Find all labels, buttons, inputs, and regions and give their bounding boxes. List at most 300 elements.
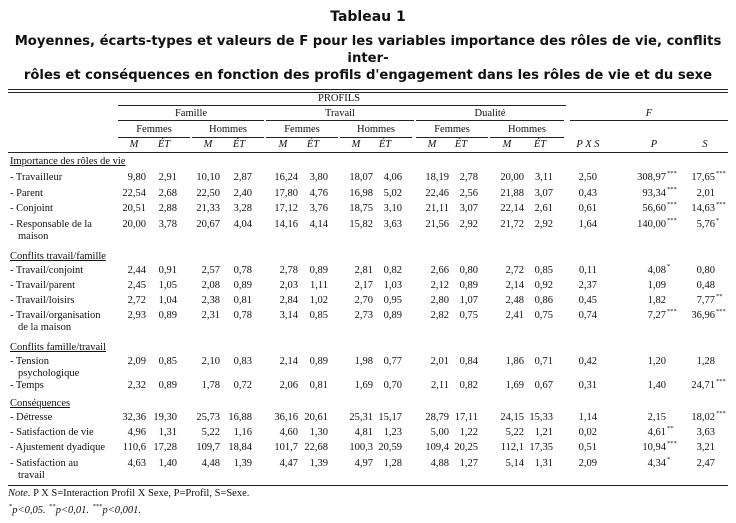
value-cell: 4,96 — [127, 427, 146, 438]
profils-header: PROFILS — [317, 93, 360, 104]
value-cell: 14,16 — [274, 219, 298, 230]
value-cell: 1,86 — [505, 356, 524, 367]
value-cell: 100,3 — [349, 442, 373, 453]
table-note — [8, 488, 249, 499]
value-cell: 4,48 — [201, 458, 220, 469]
group-header: Famille — [174, 108, 208, 119]
s-cell — [657, 188, 727, 200]
value-cell: 2,78 — [279, 265, 298, 276]
et-header: ÉT — [454, 139, 468, 150]
value-cell: 2,40 — [233, 188, 252, 199]
value-cell: 3,11 — [535, 172, 553, 183]
row-label: - Détresse — [10, 412, 53, 423]
value-cell: 2,82 — [430, 310, 449, 321]
value-cell: 2,92 — [534, 219, 553, 230]
value-cell: 4,06 — [383, 172, 402, 183]
s-cell: 18,02*** — [691, 410, 726, 423]
value-cell: 2,12 — [430, 280, 449, 291]
subtitle-line-1: Moyennes, écarts-types et valeurs de F pour les variables importance des rôles de vie, conflits inter- — [14, 34, 722, 66]
value-cell: 22,46 — [425, 188, 449, 199]
p-cell-value: 10,94 — [642, 442, 666, 453]
value-cell: 2,03 — [279, 280, 298, 291]
p-cell-value: 4,61 — [647, 427, 666, 438]
m-header: M — [129, 139, 139, 150]
value-cell: 0,67 — [534, 380, 553, 391]
value-cell: 21,56 — [425, 219, 449, 230]
value-cell: 16,88 — [228, 412, 252, 423]
s-cell: 14,63*** — [691, 201, 726, 214]
row-label: - Satisfaction de vie — [10, 427, 94, 438]
value-cell: 109,7 — [196, 442, 220, 453]
value-cell: 0,75 — [534, 310, 553, 321]
row-label: psychologique — [18, 368, 80, 379]
s-cell-value: 18,02 — [691, 412, 715, 423]
value-cell: 3,14 — [279, 310, 298, 321]
hommes-header: Hommes — [357, 124, 395, 135]
value-cell: 0,89 — [233, 280, 252, 291]
value-cell: 0,78 — [233, 265, 252, 276]
subtitle-line-2: rôles et conséquences en fonction des profils d'engagement dans les rôles de vie et du sexe — [23, 68, 713, 83]
value-cell: 2,84 — [279, 295, 298, 306]
value-cell: 5,22 — [201, 427, 220, 438]
value-cell: 0,86 — [534, 295, 553, 306]
s-cell-value: 2,01 — [696, 188, 715, 199]
value-cell: 0,85 — [158, 356, 177, 367]
hommes-header: Hommes — [508, 124, 546, 135]
value-cell: 2,14 — [505, 280, 524, 291]
value-cell: 1,69 — [505, 380, 524, 391]
value-cell: 0,75 — [459, 310, 478, 321]
value-cell: 2,08 — [201, 280, 220, 291]
value-cell: 0,72 — [233, 380, 252, 391]
row-label: - Travail/conjoint — [10, 265, 84, 276]
value-cell: 2,41 — [505, 310, 524, 321]
famille-rule — [118, 120, 264, 121]
value-cell: 5,22 — [505, 427, 524, 438]
pxs-cell: 2,50 — [578, 172, 597, 183]
value-cell: 3,78 — [158, 219, 177, 230]
value-cell: 15,82 — [349, 219, 373, 230]
value-cell: 3,10 — [383, 203, 402, 214]
value-cell: 1,16 — [233, 427, 252, 438]
value-cell: 1,69 — [354, 380, 373, 391]
value-cell: 2,68 — [158, 188, 177, 199]
value-cell: 17,11 — [454, 412, 478, 423]
s-cell-value: 7,77 — [696, 295, 715, 306]
note-text: P X S=Interaction Profil X Sexe, P=Profil, S=Sexe. — [30, 488, 250, 499]
value-cell: 0,85 — [309, 310, 328, 321]
s-cell-value: 17,65 — [691, 172, 715, 183]
group-header: Travail — [325, 108, 355, 119]
value-cell: 0,71 — [534, 356, 553, 367]
header-bottom-rule — [8, 152, 728, 153]
value-cell: 1,31 — [534, 458, 553, 469]
value-cell: 0,80 — [459, 265, 478, 276]
sex-rule-5 — [416, 137, 488, 138]
s-cell — [657, 280, 727, 292]
row-label: de la maison — [18, 322, 72, 333]
value-cell: 18,84 — [228, 442, 252, 453]
s-cell — [657, 427, 727, 439]
p-cell: 7,27*** — [647, 308, 677, 321]
value-cell: 2,73 — [354, 310, 373, 321]
value-cell: 25,73 — [196, 412, 220, 423]
group-header: Dualité — [474, 108, 506, 119]
et-header: ÉT — [232, 139, 246, 150]
value-cell: 20,67 — [196, 219, 220, 230]
sex-rule-4 — [340, 137, 412, 138]
value-cell: 22,68 — [304, 442, 328, 453]
value-cell: 2,31 — [201, 310, 220, 321]
value-cell: 2,80 — [430, 295, 449, 306]
value-cell: 2,93 — [127, 310, 146, 321]
s-cell-value: 3,63 — [696, 427, 715, 438]
p-cell: 93,34*** — [642, 186, 677, 199]
femmes-header: Femmes — [434, 124, 470, 135]
sex-rule-2 — [192, 137, 264, 138]
value-cell: 2,48 — [505, 295, 524, 306]
value-cell: 0,89 — [459, 280, 478, 291]
sex-rule-3 — [266, 137, 338, 138]
m-header: M — [427, 139, 437, 150]
row-label: - Conjoint — [10, 203, 53, 214]
s-cell: 5,76* — [696, 217, 720, 230]
value-cell: 1,78 — [201, 380, 220, 391]
s-cell-value: 14,63 — [691, 203, 715, 214]
value-cell: 4,88 — [430, 458, 449, 469]
value-cell: 9,80 — [127, 172, 146, 183]
value-cell: 3,80 — [309, 172, 328, 183]
p-cell-value: 56,60 — [642, 203, 666, 214]
sig-text-1: p<0,05. — [12, 505, 49, 516]
value-cell: 1,02 — [309, 295, 328, 306]
section-title: Conflits famille/travail — [10, 342, 106, 353]
sig-text-3: p<0,001. — [102, 505, 142, 516]
row-label: - Temps — [10, 380, 44, 391]
value-cell: 0,89 — [309, 356, 328, 367]
value-cell: 0,83 — [233, 356, 252, 367]
s-cell-value: 3,21 — [696, 442, 715, 453]
value-cell: 22,54 — [122, 188, 146, 199]
value-cell: 1,39 — [309, 458, 328, 469]
value-cell: 20,25 — [454, 442, 478, 453]
value-cell: 109,4 — [425, 442, 449, 453]
value-cell: 18,07 — [349, 172, 373, 183]
value-cell: 2,92 — [459, 219, 478, 230]
significance-legend — [8, 505, 141, 516]
value-cell: 32,36 — [122, 412, 146, 423]
pxs-cell: 0,11 — [579, 265, 597, 276]
m-header: M — [502, 139, 512, 150]
value-cell: 2,11 — [431, 380, 449, 391]
value-cell: 2,88 — [158, 203, 177, 214]
p-cell-value: 1,82 — [647, 295, 666, 306]
value-cell: 1,11 — [310, 280, 328, 291]
value-cell: 0,84 — [459, 356, 478, 367]
value-cell: 1,07 — [459, 295, 478, 306]
value-cell: 0,82 — [383, 265, 402, 276]
value-cell: 3,07 — [459, 203, 478, 214]
value-cell: 0,77 — [383, 356, 402, 367]
value-cell: 4,97 — [354, 458, 373, 469]
value-cell: 22,14 — [500, 203, 524, 214]
value-cell: 2,17 — [354, 280, 373, 291]
sig-symbol-3: *** — [92, 503, 103, 510]
value-cell: 2,70 — [354, 295, 373, 306]
value-cell: 36,16 — [274, 412, 298, 423]
value-cell: 1,98 — [354, 356, 373, 367]
value-cell: 2,91 — [158, 172, 177, 183]
row-label: travail — [18, 470, 45, 481]
value-cell: 2,01 — [430, 356, 449, 367]
value-cell: 0,89 — [158, 380, 177, 391]
p-cell-value: 308,97 — [637, 172, 666, 183]
value-cell: 18,75 — [349, 203, 373, 214]
p-cell: 140,00*** — [637, 217, 677, 230]
value-cell: 1,27 — [459, 458, 478, 469]
value-cell: 0,78 — [233, 310, 252, 321]
s-cell: 17,65*** — [691, 170, 726, 183]
value-cell: 2,81 — [354, 265, 373, 276]
s-cell — [657, 458, 727, 470]
pxs-cell: 0,51 — [578, 442, 597, 453]
p-cell: 4,08* — [647, 263, 671, 276]
row-label: - Ajustement dyadique — [10, 442, 106, 453]
p-cell: 308,97*** — [637, 170, 677, 183]
pxs-cell: 0,31 — [578, 380, 597, 391]
section-title: Conflits travail/famille — [10, 251, 106, 262]
et-header: ÉT — [157, 139, 171, 150]
value-cell: 2,87 — [233, 172, 252, 183]
section-title: Importance des rôles de vie — [10, 156, 126, 167]
value-cell: 0,89 — [309, 265, 328, 276]
value-cell: 0,89 — [383, 310, 402, 321]
value-cell: 21,11 — [425, 203, 449, 214]
pxs-header: P X S — [576, 139, 600, 150]
value-cell: 3,07 — [534, 188, 553, 199]
value-cell: 0,81 — [309, 380, 328, 391]
row-label: - Travail/loisirs — [10, 295, 75, 306]
value-cell: 2,66 — [430, 265, 449, 276]
row-label: - Travail/organisation — [10, 310, 101, 321]
p-cell: 4,61** — [647, 425, 674, 438]
value-cell: 5,00 — [430, 427, 449, 438]
value-cell: 24,15 — [500, 412, 524, 423]
value-cell: 20,00 — [122, 219, 146, 230]
row-label: - Travail/parent — [10, 280, 76, 291]
p-cell-value: 1,40 — [647, 380, 666, 391]
value-cell: 0,89 — [158, 310, 177, 321]
value-cell: 0,91 — [158, 265, 177, 276]
value-cell: 2,78 — [459, 172, 478, 183]
s-cell-value: 1,28 — [696, 356, 715, 367]
sex-rule-1 — [118, 137, 190, 138]
value-cell: 1,05 — [158, 280, 177, 291]
value-cell: 0,92 — [534, 280, 553, 291]
value-cell: 2,56 — [459, 188, 478, 199]
s-cell-value: 2,47 — [696, 458, 715, 469]
profils-rule — [118, 105, 566, 106]
sig-symbol-2: ** — [49, 503, 56, 510]
value-cell: 1,40 — [158, 458, 177, 469]
s-cell: 24,71*** — [691, 378, 726, 391]
pxs-cell: 0,61 — [578, 203, 597, 214]
s-cell — [657, 356, 727, 368]
value-cell: 1,39 — [233, 458, 252, 469]
femmes-header: Femmes — [136, 124, 172, 135]
value-cell: 5,02 — [383, 188, 402, 199]
value-cell: 2,09 — [127, 356, 146, 367]
p-cell-value: 7,27 — [647, 310, 666, 321]
et-header: ÉT — [533, 139, 547, 150]
table-bottom-rule — [8, 485, 728, 486]
value-cell: 0,82 — [459, 380, 478, 391]
pxs-cell: 1,64 — [578, 219, 597, 230]
value-cell: 21,72 — [500, 219, 524, 230]
row-label: - Parent — [10, 188, 43, 199]
value-cell: 1,04 — [158, 295, 177, 306]
value-cell: 2,10 — [201, 356, 220, 367]
value-cell: 21,33 — [196, 203, 220, 214]
value-cell: 1,21 — [534, 427, 553, 438]
p-cell-value: 140,00 — [637, 219, 666, 230]
pxs-cell: 1,14 — [578, 412, 597, 423]
row-label: - Travailleur — [10, 172, 63, 183]
value-cell: 22,50 — [196, 188, 220, 199]
value-cell: 4,81 — [354, 427, 373, 438]
value-cell: 3,63 — [383, 219, 402, 230]
m-header: M — [203, 139, 213, 150]
value-cell: 20,61 — [304, 412, 328, 423]
value-cell: 0,81 — [233, 295, 252, 306]
s-cell-value: 36,96 — [691, 310, 715, 321]
travail-rule — [266, 120, 414, 121]
value-cell: 16,98 — [349, 188, 373, 199]
et-header: ÉT — [378, 139, 392, 150]
table-top-rule — [8, 89, 728, 90]
p-cell-value: 4,08 — [647, 265, 666, 276]
pxs-cell: 0,42 — [578, 356, 597, 367]
pxs-cell: 0,74 — [578, 310, 597, 321]
p-cell-value: 2,15 — [647, 412, 666, 423]
value-cell: 112,1 — [500, 442, 524, 453]
m-header: M — [278, 139, 288, 150]
pxs-cell: 2,37 — [578, 280, 597, 291]
row-label: - Tension — [10, 356, 50, 367]
value-cell: 1,23 — [383, 427, 402, 438]
value-cell: 110,6 — [122, 442, 146, 453]
hommes-header: Hommes — [209, 124, 247, 135]
pxs-cell: 0,43 — [578, 188, 597, 199]
p-cell-value: 1,20 — [647, 356, 666, 367]
s-cell: 36,96*** — [691, 308, 726, 321]
sig-text-2: p<0,01. — [55, 505, 92, 516]
note-label: Note. — [8, 488, 31, 499]
value-cell: 2,45 — [127, 280, 146, 291]
value-cell: 2,72 — [127, 295, 146, 306]
value-cell: 3,76 — [309, 203, 328, 214]
table-title: Tableau 1 — [330, 9, 406, 25]
value-cell: 0,95 — [383, 295, 402, 306]
value-cell: 4,60 — [279, 427, 298, 438]
section-title: Conséquences — [10, 398, 71, 409]
value-cell: 20,51 — [122, 203, 146, 214]
value-cell: 2,57 — [201, 265, 220, 276]
value-cell: 2,44 — [127, 265, 146, 276]
s-cell-value: 5,76 — [696, 219, 715, 230]
pxs-cell: 0,45 — [578, 295, 597, 306]
value-cell: 10,10 — [196, 172, 220, 183]
row-label: maison — [18, 231, 49, 242]
value-cell: 2,06 — [279, 380, 298, 391]
value-cell: 16,24 — [274, 172, 298, 183]
value-cell: 4,04 — [233, 219, 252, 230]
value-cell: 5,14 — [505, 458, 524, 469]
value-cell: 17,28 — [153, 442, 177, 453]
value-cell: 1,03 — [383, 280, 402, 291]
s-header: S — [702, 139, 708, 150]
value-cell: 15,33 — [529, 412, 553, 423]
pxs-cell: 0,02 — [578, 427, 597, 438]
s-cell-value: 0,48 — [696, 280, 715, 291]
pxs-cell: 2,09 — [578, 458, 597, 469]
p-header: P — [650, 139, 658, 150]
s-cell — [657, 442, 727, 454]
value-cell: 1,31 — [158, 427, 177, 438]
value-cell: 2,61 — [534, 203, 553, 214]
sig-symbol-1: * — [9, 503, 13, 510]
m-header: M — [351, 139, 361, 150]
value-cell: 2,32 — [127, 380, 146, 391]
value-cell: 1,30 — [309, 427, 328, 438]
sex-rule-6 — [490, 137, 564, 138]
value-cell: 4,14 — [309, 219, 328, 230]
femmes-header: Femmes — [284, 124, 320, 135]
p-cell: 4,34* — [647, 456, 671, 469]
value-cell: 2,14 — [279, 356, 298, 367]
value-cell: 0,70 — [383, 380, 402, 391]
s-cell-value: 24,71 — [691, 380, 715, 391]
f-header: F — [645, 108, 653, 119]
s-cell — [657, 265, 727, 277]
s-cell-value: 0,80 — [696, 265, 715, 276]
value-cell: 4,63 — [127, 458, 146, 469]
p-cell: 10,94*** — [642, 440, 677, 453]
value-cell: 21,88 — [500, 188, 524, 199]
value-cell: 2,72 — [505, 265, 524, 276]
value-cell: 20,59 — [378, 442, 402, 453]
value-cell: 1,28 — [383, 458, 402, 469]
f-rule — [570, 120, 728, 121]
p-cell-value: 4,34 — [647, 458, 666, 469]
value-cell: 17,12 — [274, 203, 298, 214]
value-cell: 4,47 — [279, 458, 298, 469]
value-cell: 28,79 — [425, 412, 449, 423]
et-header: ÉT — [306, 139, 320, 150]
value-cell: 20,00 — [500, 172, 524, 183]
value-cell: 18,19 — [425, 172, 449, 183]
s-cell: 7,77** — [696, 293, 723, 306]
row-label: - Responsable de la — [10, 219, 92, 230]
value-cell: 0,85 — [534, 265, 553, 276]
value-cell: 17,80 — [274, 188, 298, 199]
value-cell: 101,7 — [274, 442, 298, 453]
value-cell: 2,38 — [201, 295, 220, 306]
p-cell: 56,60*** — [642, 201, 677, 214]
p-cell-value: 1,09 — [647, 280, 666, 291]
value-cell: 17,35 — [529, 442, 553, 453]
value-cell: 1,22 — [459, 427, 478, 438]
